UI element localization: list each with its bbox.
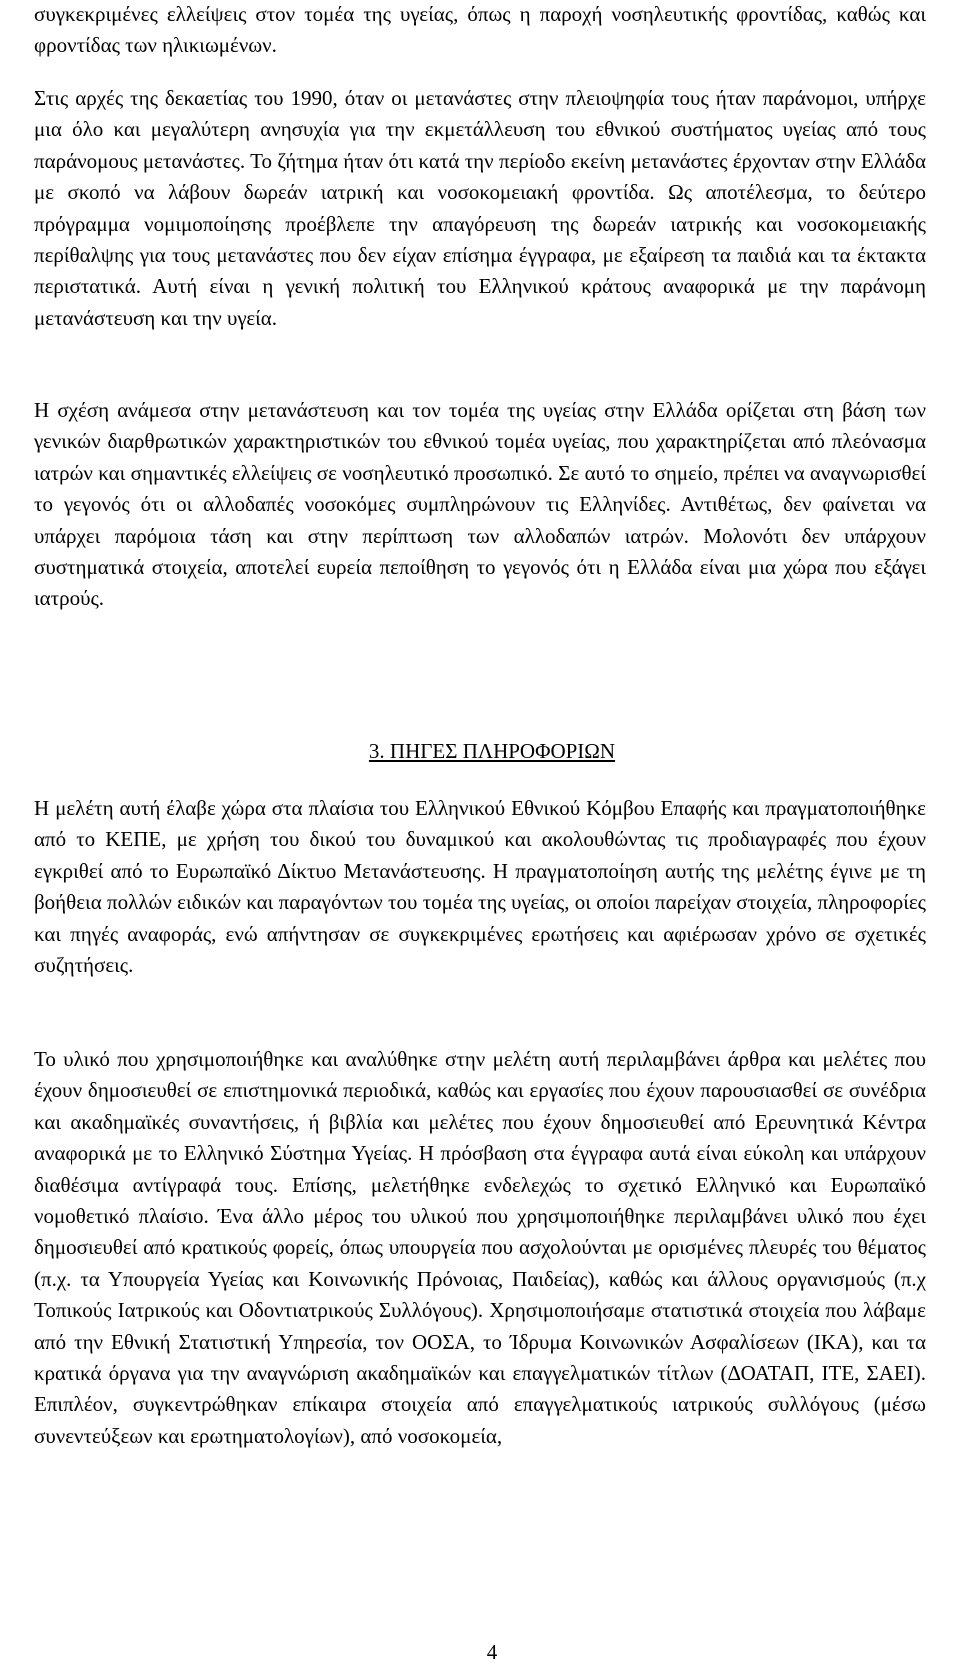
section-heading-text: 3. ΠΗΓΕΣ ΠΛΗΡΟΦΟΡΙΩΝ bbox=[368, 739, 616, 763]
document-page bbox=[34, 0, 926, 1678]
section-paragraph-1: Η μελέτη αυτή έλαβε χώρα στα πλαίσια του Ελληνικού Εθνικού Κόμβου Επαφής και πραγματοποιήθηκε από το ΚΕΠΕ, με χρήση του δικού του δυναμικού και ακολουθώντας τις προδιαγραφές που έχουν εγκριθεί από το Ευρωπαϊκό Δίκτυο Μετανάστευσης. Η πραγματοποίηση αυτής της μελέτης έγινε με τη βοήθεια πολλών ειδικών και παραγόντων του τομέα της υγείας, οι οποίοι παρείχαν στοιχεία, πληροφορίες και πηγές αναφοράς, ενώ απήντησαν σε συγκεκριμένες ερωτήσεις και αφιέρωσαν χρόνο σε σχετικές συζητήσεις. bbox=[34, 796, 926, 978]
section-heading bbox=[34, 736, 926, 767]
body-paragraph-2: Στις αρχές της δεκαετίας του 1990, όταν οι μετανάστες στην πλειοψηφία τους ήταν παράνομοι, υπήρχε μια όλο και μεγαλύτερη ανησυχία για την εκμετάλλευση του εθνικού συστήματος υγείας από τους παράνομους μετανάστες. Το ζήτημα ήταν ότι κατά την περίοδο εκείνη μετανάστες έρχονταν στην Ελλάδα με σκοπό να λάβουν δωρεάν ιατρική και νοσοκομειακή φροντίδα. Ως αποτέλεσμα, το δεύτερο πρόγραμμα νομιμοποίησης προέβλεπε την απαγόρευση της δωρεάν ιατρικής και νοσοκομειακής περίθαλψης για τους μετανάστες που δεν είχαν επίσημα έγγραφα, με εξαίρεση τα παιδιά και τα έκτακτα περιστατικά. Αυτή είναι η γενική πολιτική του Ελληνικού κράτους αναφορικά με την παράνομη μετανάστευση και την υγεία. bbox=[34, 86, 926, 330]
section-paragraph-2: Το υλικό που χρησιμοποιήθηκε και αναλύθηκε στην μελέτη αυτή περιλαμβάνει άρθρα και μελέτες που έχουν δημοσιευθεί σε επιστημονικά περιοδικά, καθώς και εργασίες που έχουν παρουσιασθεί σε συνέδρια και ακαδημαϊκές συναντήσεις, ή βιβλία και μελέτες που έχουν δημοσιευθεί από Ερευνητικά Κέντρα αναφορικά με το Ελληνικό Σύστημα Υγείας. Η πρόσβαση στα έγγραφα αυτά είναι εύκολη και υπάρχουν διαθέσιμα αντίγραφά τους. Επίσης, μελετήθηκε ενδελεχώς το σχετικό Ελληνικό και Ευρωπαϊκό νομοθετικό πλαίσιο. Ένα άλλο μέρος του υλικού που χρησιμοποιήθηκε περιλαμβάνει υλικό που έχει δημοσιευθεί από κρατικούς φορείς, όπως υπουργεία που ασχολούνται με ορισμένες πλευρές του θέματος (π.χ. τα Υπουργεία Υγείας και Κοινωνικής Πρόνοιας, Παιδείας), καθώς και άλλους οργανισμούς (π.χ Τοπικούς Ιατρικούς και Οδοντιατρικούς Συλλόγους). Χρησιμοποιήσαμε στατιστικά στοιχεία που λάβαμε από την Εθνική Στατιστική Υπηρεσία, τον ΟΟΣΑ, το Ίδρυμα Κοινωνικών Ασφαλίσεων (ΙΚΑ), και τα κρατικά όργανα για την αναγνώριση ακαδημαϊκών και επαγγελματικών τίτλων (ΔΟΑΤΑΠ, ΙΤΕ, ΣΑΕΙ). Επιπλέον, συγκεντρώθηκαν επίκαιρα στοιχεία από επαγγελματικούς ιατρικούς συλλόγους (μέσω συνεντεύξεων και ερωτηματολογίων), από νοσοκομεία, bbox=[34, 1047, 926, 1448]
body-paragraph-3: Η σχέση ανάμεσα στην μετανάστευση και τον τομέα της υγείας στην Ελλάδα ορίζεται στη βάση των γενικών διαρθρωτικών χαρακτηριστικών του εθνικού τομέα υγείας, που χαρακτηρίζεται από πλεόνασμα ιατρών και σημαντικές ελλείψεις σε νοσηλευτικό προσωπικό. Σε αυτό το σημείο, πρέπει να αναγνωρισθεί το γεγονός ότι οι αλλοδαπές νοσοκόμες συμπληρώνουν τις Ελληνίδες. Αντιθέτως, δεν φαίνεται να υπάρχει παρόμοια τάση και στην περίπτωση των αλλοδαπών ιατρών. Μολονότι δεν υπάρχουν συστηματικά στοιχεία, αποτελεί ευρεία πεποίθηση το γεγονός ότι η Ελλάδα είναι μια χώρα που εξάγει ιατρούς. bbox=[34, 398, 926, 611]
page-number: 4 bbox=[486, 1640, 498, 1664]
body-paragraph-1: συγκεκριμένες ελλείψεις στον τομέα της υγείας, όπως η παροχή νοσηλευτικής φροντίδας, καθώς και φροντίδας των ηλικιωμένων. bbox=[34, 2, 926, 58]
